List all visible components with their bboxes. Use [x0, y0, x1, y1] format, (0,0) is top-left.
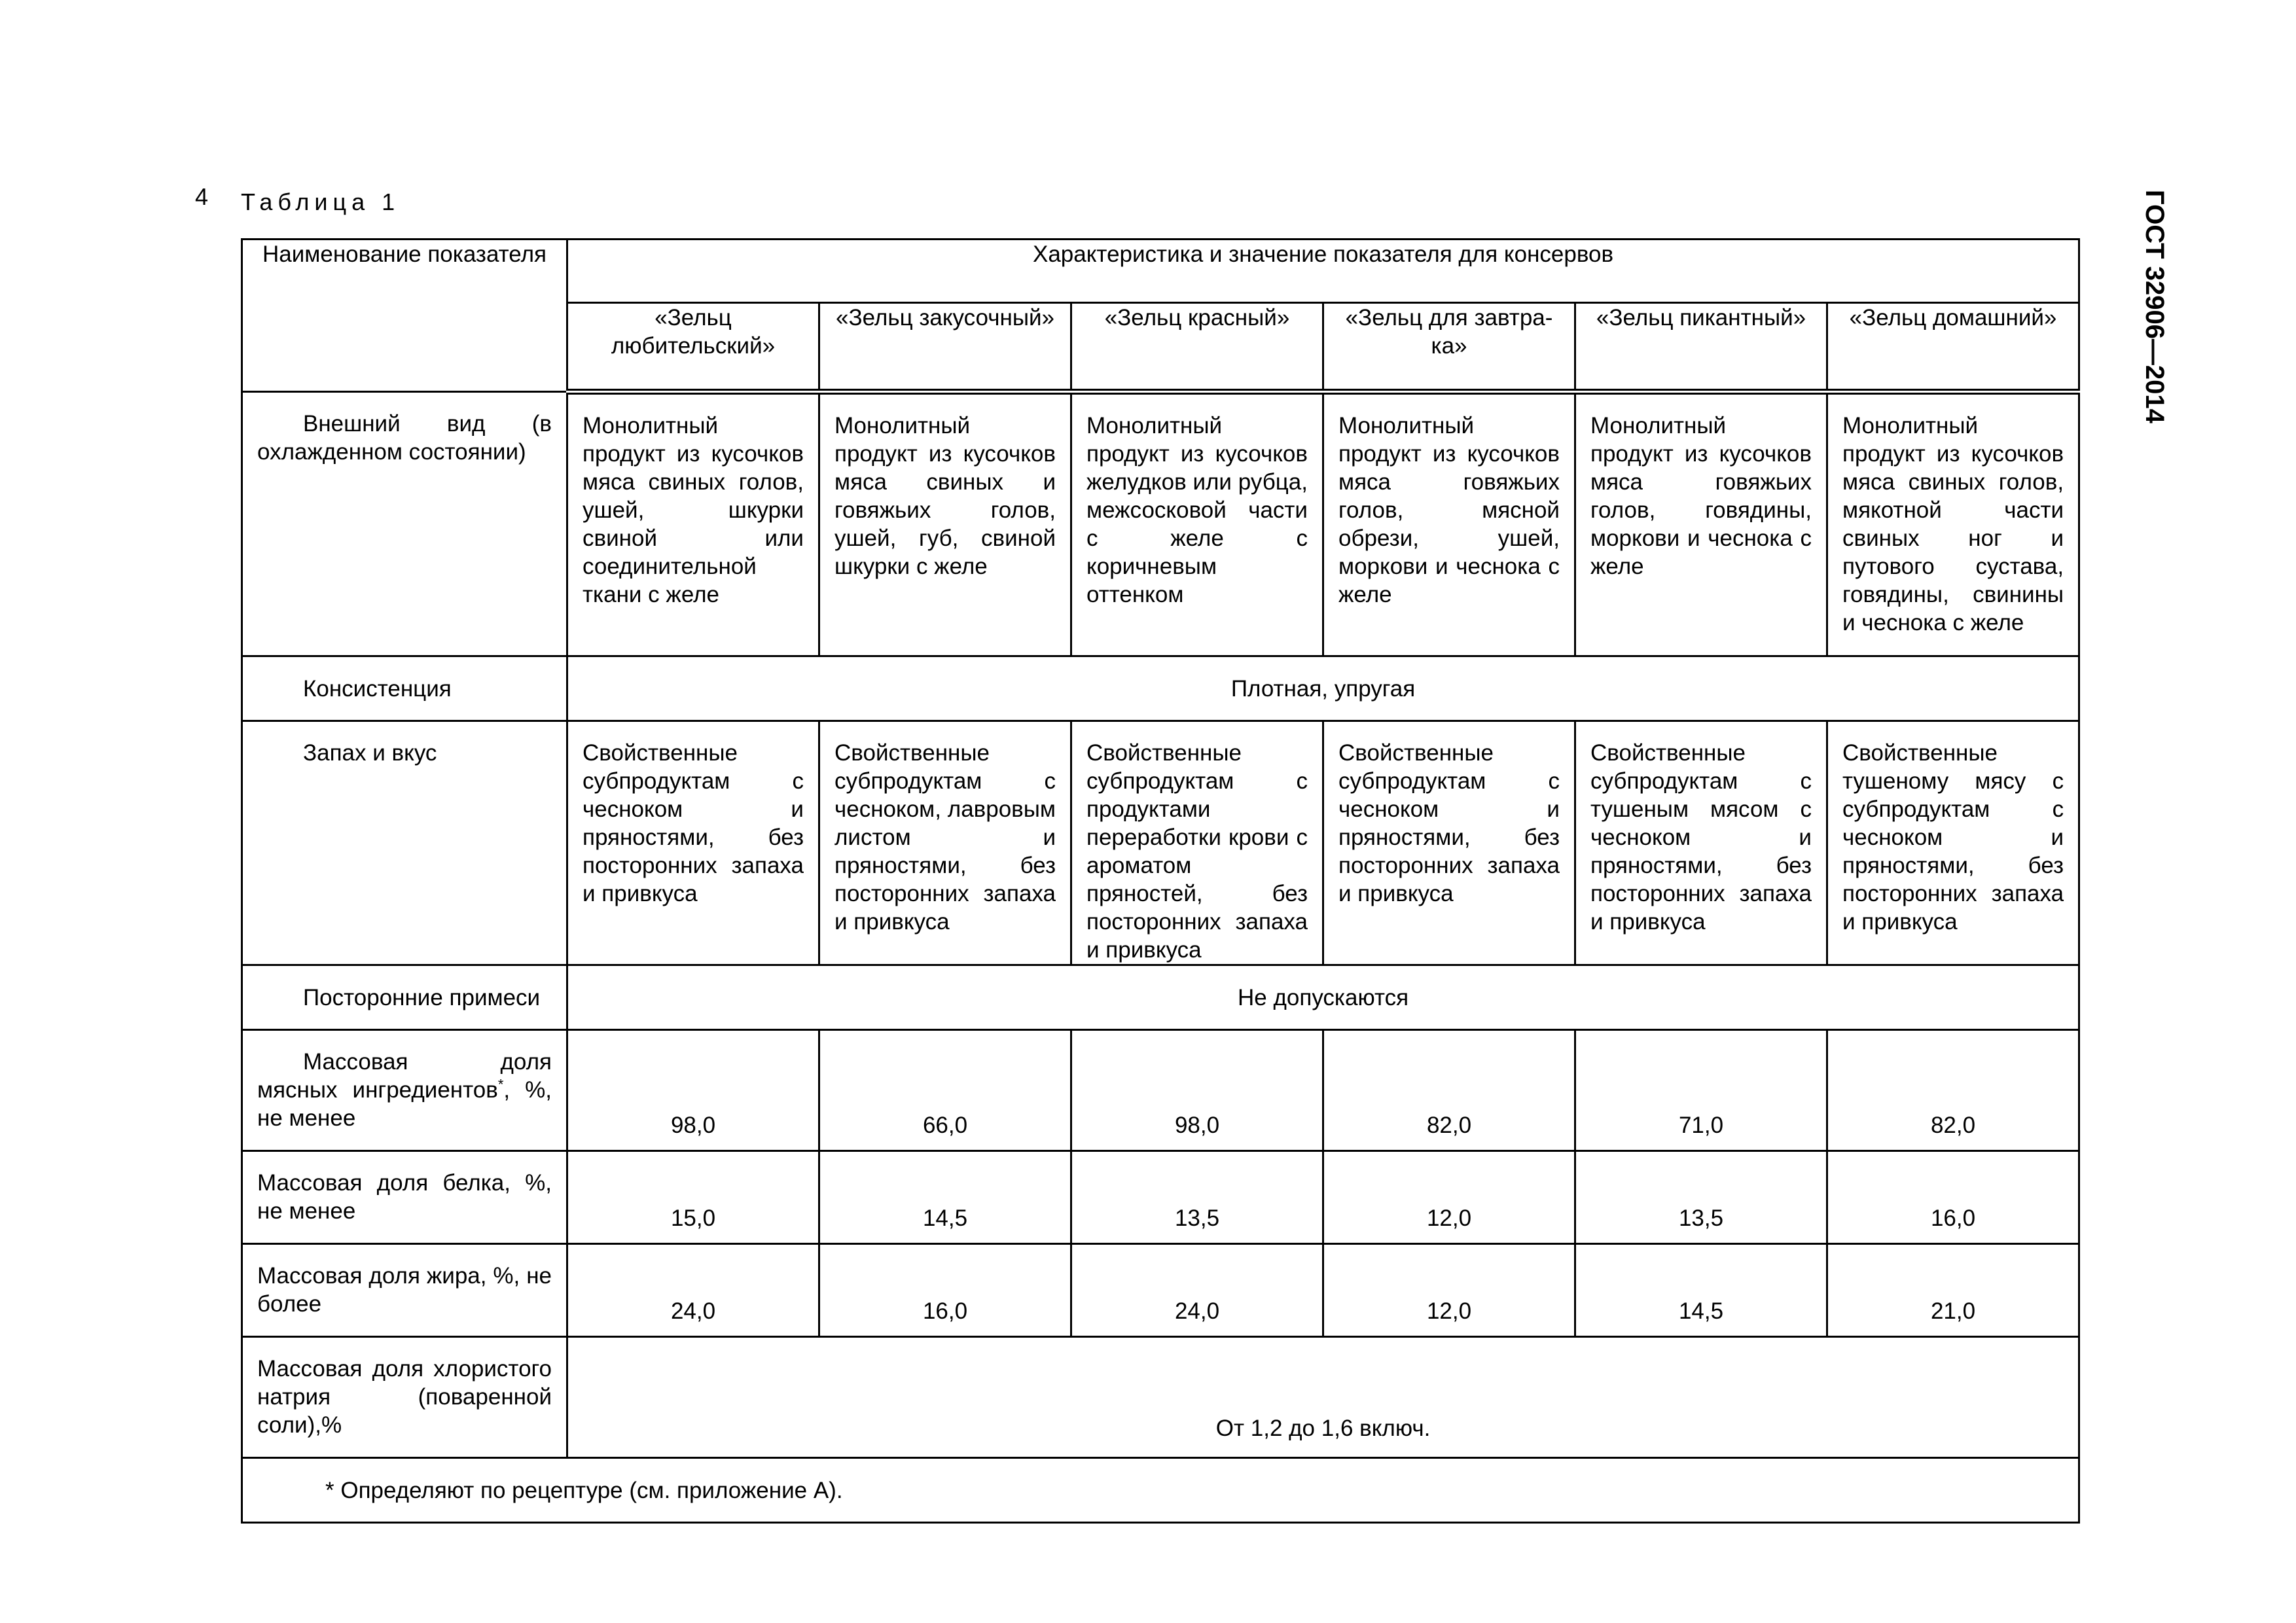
- indicator-header: Наименование показателя: [242, 240, 567, 392]
- table-row: [242, 965, 2079, 1030]
- table-cell: Плотная, упругая: [567, 656, 2079, 721]
- table-cell: 82,0: [1827, 1030, 2079, 1151]
- row-label: Массовая доля жира, %, не более: [242, 1244, 567, 1337]
- page-number: 4: [195, 183, 209, 210]
- product-header: «Зельц красный»: [1071, 303, 1323, 392]
- row-label: Массовая доля белка, %, не менее: [242, 1151, 567, 1244]
- product-header: «Зельц пикантный»: [1575, 303, 1827, 392]
- table-cell: 16,0: [1827, 1151, 2079, 1244]
- table-cell: 24,0: [1071, 1244, 1323, 1337]
- table-cell: 13,5: [1575, 1151, 1827, 1244]
- table-cell: Монолитный продукт из кусочков желудков или рубца, межсосковой части с желе с коричневым оттенком: [1071, 392, 1323, 656]
- row-label: Запах и вкус: [242, 721, 567, 965]
- table-row: [242, 721, 2079, 965]
- table-row: [242, 1244, 2079, 1337]
- footnote-row: [242, 1458, 2079, 1523]
- table-cell: 82,0: [1323, 1030, 1575, 1151]
- table-cell: От 1,2 до 1,6 включ.: [567, 1337, 2079, 1458]
- table-caption: Таблица 1: [241, 188, 401, 215]
- table-cell: 14,5: [819, 1151, 1071, 1244]
- standard-code: ГОСТ 32906—2014: [2140, 190, 2169, 423]
- row-label: Посторонние примеси: [242, 965, 567, 1030]
- row-label: [242, 1030, 567, 1151]
- table-cell: 24,0: [567, 1244, 819, 1337]
- table-cell: 16,0: [819, 1244, 1071, 1337]
- row-label-text: Массовая доля мясных ингредиентов: [257, 1049, 552, 1103]
- table-cell: 21,0: [1827, 1244, 2079, 1337]
- table-row: [242, 392, 2079, 656]
- table-row: [242, 1337, 2079, 1458]
- table-cell: Монолитный продукт из кусочков мяса говяжьих голов, говядины, моркови и чеснока с желе: [1575, 392, 1827, 656]
- characteristics-table: [241, 238, 2080, 1524]
- table-cell: 12,0: [1323, 1151, 1575, 1244]
- table-cell: Монолитный продукт из кусочков мяса свиных голов, ушей, шкурки свиной или соединительной ткани с желе: [567, 392, 819, 656]
- table-cell: Монолитный продукт из кусочков мяса свиных и говяжьих голов, ушей, губ, свиной шкурки с желе: [819, 392, 1071, 656]
- table-cell: 13,5: [1071, 1151, 1323, 1244]
- table-cell: 98,0: [567, 1030, 819, 1151]
- table-cell: Не допускаются: [567, 965, 2079, 1030]
- row-label: Массовая доля хлористого натрия (поваренной соли),%: [242, 1337, 567, 1458]
- group-header: Характеристика и значение показателя для консервов: [567, 240, 2079, 303]
- table-row: [242, 1151, 2079, 1244]
- table-cell: Свойственные субпродуктам с чесноком, лавровым листом и пряностями, без посторонних запаха и привкуса: [819, 721, 1071, 965]
- table-cell: 71,0: [1575, 1030, 1827, 1151]
- table-row: [242, 656, 2079, 721]
- table-cell: 66,0: [819, 1030, 1071, 1151]
- footnote-mark: *: [497, 1076, 504, 1093]
- product-header: «Зельц домашний»: [1827, 303, 2079, 392]
- table-cell: 98,0: [1071, 1030, 1323, 1151]
- product-header: «Зельц любительский»: [567, 303, 819, 392]
- product-header: «Зельц закусочный»: [819, 303, 1071, 392]
- row-label-suffix: , %, не менее: [257, 1077, 552, 1131]
- footnote: * Определяют по рецептуре (см. приложение А).: [242, 1458, 2079, 1523]
- row-label: Внешний вид (в охлажденном состоянии): [242, 392, 567, 656]
- table-cell: Монолитный продукт из кусочков мяса говяжьих голов, мясной обрези, ушей, моркови и чеснока с желе: [1323, 392, 1575, 656]
- table-cell: 12,0: [1323, 1244, 1575, 1337]
- table-cell: Свойственные субпродуктам с тушеным мясом с чесноком и пряностями, без посторонних запаха и привкуса: [1575, 721, 1827, 965]
- table-cell: Свойственные субпродуктам с чесноком и пряностями, без посторонних запаха и привкуса: [1323, 721, 1575, 965]
- table-row: [242, 1030, 2079, 1151]
- table-cell: Монолитный продукт из кусочков мяса свиных голов, мякотной части свиных ног и путового сустава, говядины, свинины и чеснока с желе: [1827, 392, 2079, 656]
- table-cell: 15,0: [567, 1151, 819, 1244]
- product-header: «Зельц для завтра-ка»: [1323, 303, 1575, 392]
- row-label: Консистенция: [242, 656, 567, 721]
- table-cell: 14,5: [1575, 1244, 1827, 1337]
- table-cell: Свойственные субпродуктам с чесноком и пряностями, без посторонних запаха и привкуса: [567, 721, 819, 965]
- table-cell: Свойственные тушеному мясу с субпродуктам с чесноком и пряностями, без посторонних запаха и привкуса: [1827, 721, 2079, 965]
- table-cell: Свойственные субпродуктам с продуктами переработки крови с ароматом пряностей, без посторонних запаха и привкуса: [1071, 721, 1323, 965]
